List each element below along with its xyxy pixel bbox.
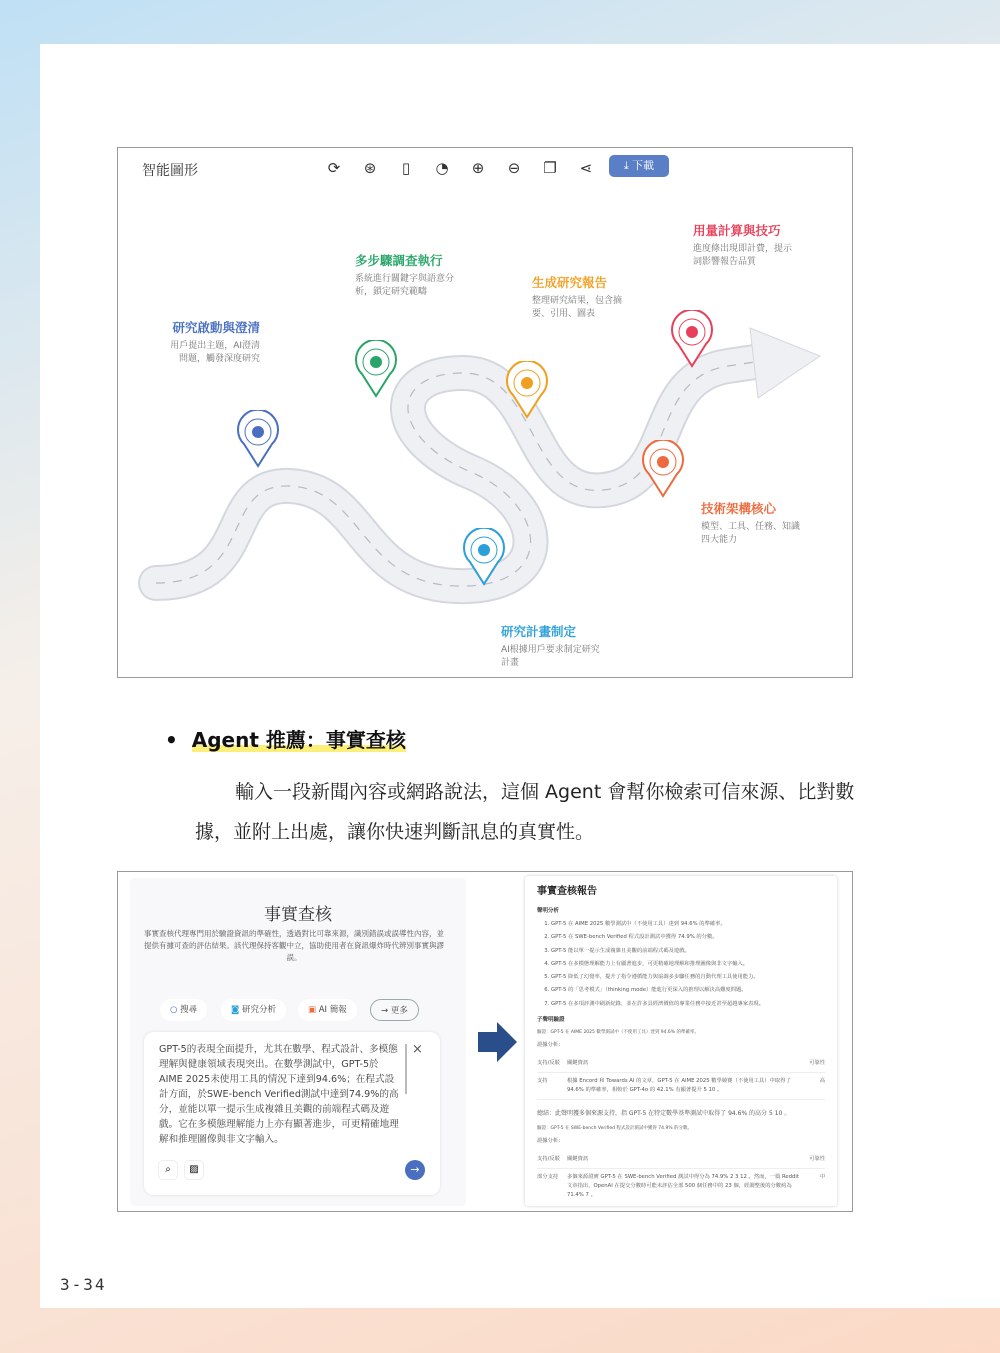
chip-more[interactable] <box>370 999 419 1021</box>
arrow-right-icon <box>475 1022 517 1062</box>
step-title: 技術架構核心 <box>701 501 777 516</box>
analysis-label: 證據分析： <box>537 1138 564 1145</box>
verify-line: 驗證：GPT-5 在 AIME 2025 數學測試中（不使用工具）達到 94.6% 的準確率。 <box>537 1030 699 1036</box>
step-title: 研究啟動與澄清 <box>172 320 260 335</box>
step-desc: 模型、工具、任務、知識四大能力 <box>701 522 801 545</box>
claim-item: 7. GPT-5 在多項評測中刷新紀錄，並在許多具經濟價值的專業任務中接近甚至超越專家表現。 <box>551 998 825 1011</box>
col-stance: 支持/反駁 <box>537 1156 560 1163</box>
step-report <box>532 273 632 321</box>
zoom-out-icon[interactable]: ⊖ <box>507 159 521 177</box>
fact-check-figure <box>117 871 853 1212</box>
claim-item: 5. GPT-5 降低了幻覺率，提升了指令遵循能力與協調多步驟任務的自動代理工具使用能力。 <box>551 971 825 984</box>
evidence-row <box>537 1073 825 1100</box>
fact-check-agent-panel <box>130 878 466 1206</box>
agent-title: 事實查核 <box>264 905 332 925</box>
step-title: 用量計算與技巧 <box>693 223 781 238</box>
sub-claims-heading: 子聲明驗證 <box>537 1017 565 1024</box>
pin-gear-icon <box>641 440 685 498</box>
refresh-icon[interactable]: ⟳ <box>327 159 341 177</box>
stance: 支持 <box>537 1078 548 1085</box>
cred: 高 <box>819 1078 825 1085</box>
claim-item: 1. GPT-5 在 AIME 2025 數學測試中（不使用工具）達到 94.6% 的準確率。 <box>551 918 825 931</box>
pin-clarify-icon <box>236 410 280 468</box>
step-title: 多步驟調查執行 <box>355 253 443 268</box>
pin-flag-icon <box>670 310 714 368</box>
step-plan <box>501 622 601 670</box>
pin-search-icon <box>354 340 398 398</box>
body-paragraph: 輸入一段新聞內容或網路說法，這個 Agent 會幫你檢索可信來源、比對數據，並附上出處，讓你快速判斷訊息的真實性。 <box>195 781 855 843</box>
download-icon: ⤓ <box>623 159 633 172</box>
stance: 部分支持 <box>537 1174 559 1181</box>
claim-item: 3. GPT-5 能以單一提示生成複雜且美觀的前端程式碼及遊戲。 <box>551 945 825 958</box>
research-icon: ◙ <box>231 1005 242 1015</box>
step-desc: 系統進行關鍵字與語意分析，鎖定研究範疇 <box>355 274 455 297</box>
section-heading-text: Agent 推薦：事實查核 <box>191 728 406 752</box>
step-architecture <box>701 499 801 547</box>
claim-input-text[interactable]: GPT-5的表現全面提升，尤其在數學、程式設計、多模態理解與健康領域表現突出。在數學測試中，GPT-5於AIME 2025未使用工具的情況下達到94.6%；在程式設計方面，於SWE-bench Verified測試中達到74.9%的高分，並能以單一提示生成複雜且美觀的前端程式碼及遊戲。它在多模態理解能力上亦有顯著進步，可更精確地理解和推理圖像與非文字輸入。 <box>159 1044 399 1145</box>
step-desc: AI根據用戶要求制定研究計畫 <box>501 645 600 668</box>
palette-icon[interactable]: ◔ <box>435 159 449 177</box>
claim-item: 2. GPT-5 在 SWE-bench Verified 程式設計測試中獲得 74.9% 的分數。 <box>551 931 825 944</box>
page-number: 3-34 <box>60 1275 107 1294</box>
col-stance: 支持/反駁 <box>537 1060 560 1067</box>
info: 多個來源證實 GPT-5 在 SWE-bench Verified 測試中得分為 74.9% 2 3 12 。然而，一篇 Reddit 文章指出，OpenAI 在提交分數時可能未評估全部 500 個任務中的 23 個，經調整後的分數約為 71.4% 7 。 <box>567 1174 799 1199</box>
chip-label: AI 簡報 <box>318 1005 347 1015</box>
pin-report-icon <box>505 361 549 419</box>
report-title: 事實查核報告 <box>537 886 597 897</box>
claims-heading: 聲明分析 <box>537 908 560 914</box>
smart-graphic-figure <box>117 147 853 678</box>
search-icon: ○ <box>170 1005 181 1015</box>
info: 根據 Encord 和 Towards AI 的文章，GPT-5 在 AIME 2025 數學競賽（不使用工具）中取得了 94.6% 的準確率，相較於 GPT-4o 的 42.1% 有顯著提升 5 10 。 <box>567 1078 791 1094</box>
chip-label: 搜尋 <box>180 1005 198 1015</box>
analysis-label: 證據分析： <box>537 1042 564 1049</box>
step-desc: 用戶提出主題，AI澄清問題，觸發深度研究 <box>170 341 260 364</box>
chip-label: 研究分析 <box>241 1005 276 1015</box>
image-icon[interactable]: ▨ <box>184 1160 204 1180</box>
step-desc: 整理研究結果，包含摘要、引用、圖表 <box>532 296 623 319</box>
step-investigate <box>355 251 455 299</box>
arrow-right-icon: → <box>381 1006 391 1016</box>
chip-research[interactable] <box>221 999 286 1021</box>
figure-title: 智能圖形 <box>142 163 198 179</box>
chip-search[interactable] <box>160 999 207 1021</box>
cred: 中 <box>819 1174 825 1181</box>
download-label: 下載 <box>632 159 655 172</box>
color-circles-icon[interactable]: ⊛ <box>363 159 377 177</box>
col-info: 關鍵資訊 <box>567 1060 589 1067</box>
agent-description: 事實查核代理專門用於驗證資訊的準確性，透過對比可靠來源，識別錯誤或誤導性內容，並提供有據可查的評估結果。該代理保持客觀中立，協助使用者在資訊爆炸時代辨別事實與謬誤。 <box>144 929 444 962</box>
step-title: 研究計畫制定 <box>501 624 577 639</box>
step-title: 生成研究報告 <box>532 275 608 290</box>
theme-icon[interactable]: ▯ <box>401 159 411 177</box>
step-desc: 進度條出現即計費，提示詞影響報告品質 <box>693 244 793 267</box>
scrollbar[interactable] <box>405 1044 407 1094</box>
close-icon[interactable]: × <box>412 1042 423 1057</box>
chip-label: 更多 <box>390 1006 408 1016</box>
send-button[interactable]: → <box>405 1160 425 1180</box>
col-cred: 可靠性 <box>809 1156 825 1163</box>
conclusion: 總結：此聲明獲多個來源支持，指 GPT-5 在特定數學基準測試中取得了 94.6% 的高分 5 10 。 <box>537 1110 791 1118</box>
pin-plan-icon <box>462 528 506 586</box>
copy-icon[interactable]: ❐ <box>543 159 557 177</box>
chip-ai-slides[interactable] <box>298 999 357 1021</box>
fact-check-report-panel <box>525 876 837 1206</box>
verify-line: 驗證：GPT-5 在 SWE-bench Verified 程式設計測試中獲得 74.9% 的分數。 <box>537 1126 693 1132</box>
step-clarify <box>164 318 260 366</box>
attach-icon[interactable]: ⌕ <box>158 1160 178 1180</box>
claim-input[interactable] <box>144 1032 440 1195</box>
slides-icon: ▣ <box>308 1005 319 1015</box>
step-usage <box>693 221 795 269</box>
claim-item: 6. GPT-5 的「思考模式」（thinking mode）能進行更深入的推理以解決高難度問題。 <box>551 984 825 997</box>
claims-list <box>537 918 825 1011</box>
zoom-in-icon[interactable]: ⊕ <box>471 159 485 177</box>
claim-item: 4. GPT-5 在多模態理解能力上有顯著進步，可更精確地理解和推理圖像與非文字輸入。 <box>551 958 825 971</box>
col-cred: 可靠性 <box>809 1060 825 1067</box>
evidence-row <box>537 1169 825 1204</box>
section-heading: • Agent 推薦：事實查核 <box>165 728 406 752</box>
col-info: 關鍵資訊 <box>567 1156 589 1163</box>
share-icon[interactable]: ⋖ <box>579 159 593 177</box>
